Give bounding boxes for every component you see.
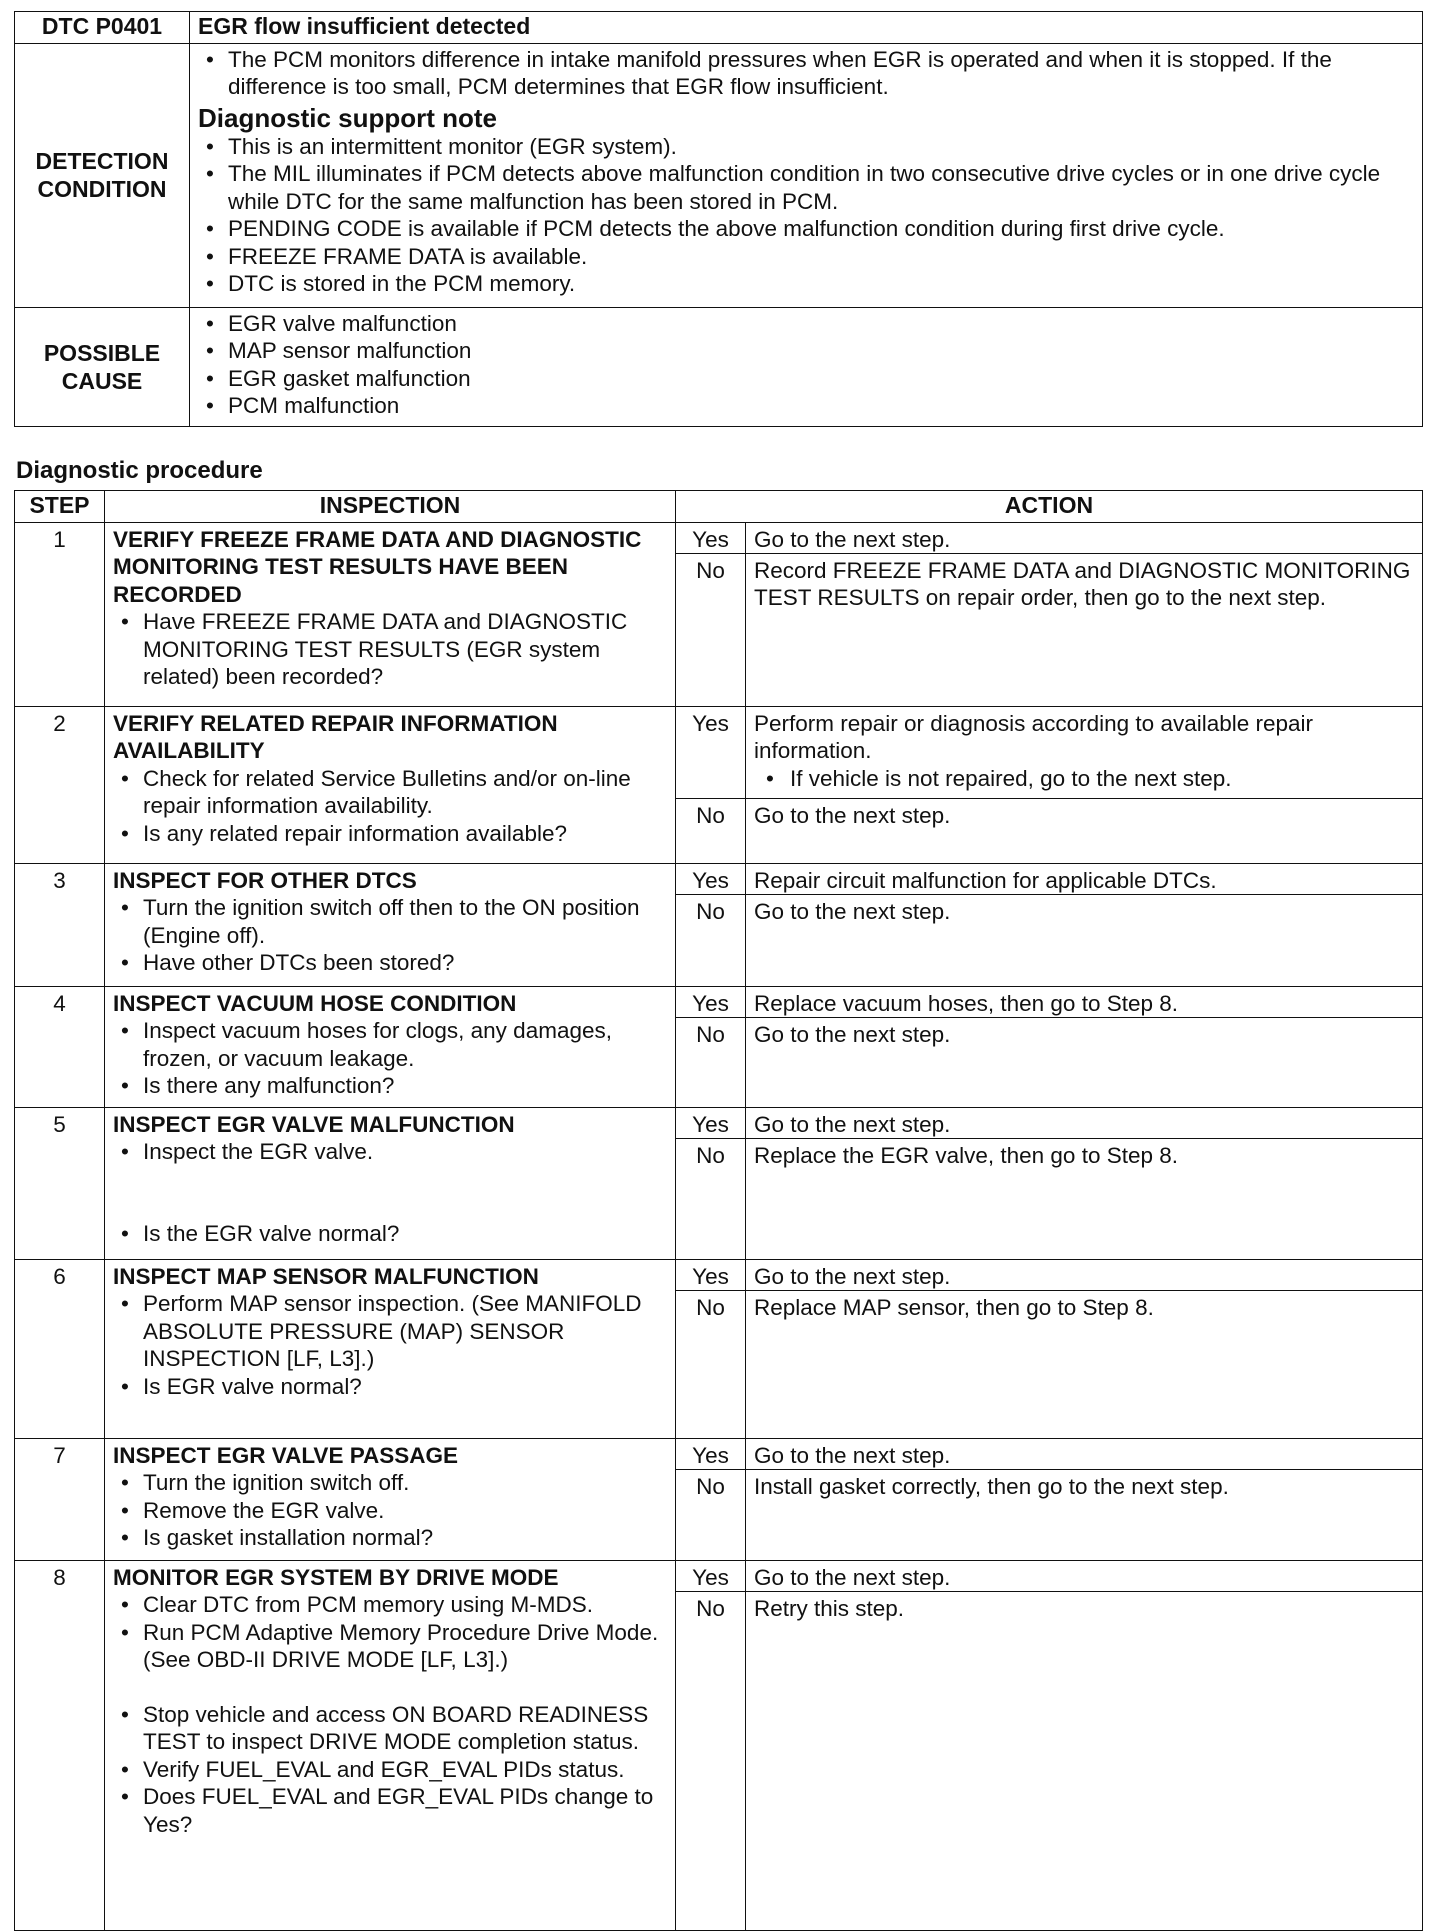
yes-action: Go to the next step.	[754, 1564, 951, 1590]
inspection-bullet: • Clear DTC from PCM memory using M-MDS.	[113, 1591, 667, 1619]
procedure-step-8	[15, 1560, 1423, 1930]
step-number: 4	[15, 986, 105, 1107]
cause-list	[198, 310, 1414, 420]
step-inspection	[105, 1107, 676, 1259]
support-note-item: • DTC is stored in the PCM memory.	[198, 270, 1414, 298]
diagnostic-procedure-table	[14, 490, 1423, 1931]
step-inspection	[105, 1259, 676, 1438]
inspection-bullet: • Check for related Service Bulletins and/or on-line repair information availability.	[113, 765, 667, 820]
inspection-bullet: • Perform MAP sensor inspection. (See MANIFOLD ABSOLUTE PRESSURE (MAP) SENSOR INSPECTION [LF, L3].)	[113, 1290, 667, 1373]
step-actions	[676, 1560, 1423, 1930]
inspection-bullet: • Does FUEL_EVAL and EGR_EVAL PIDs change to Yes?	[113, 1783, 667, 1838]
support-note-list	[198, 133, 1414, 298]
yes-action: Repair circuit malfunction for applicable DTCs.	[754, 867, 1217, 893]
no-label: No	[676, 554, 746, 706]
inspection-bullet: • Inspect the EGR valve.	[113, 1138, 667, 1166]
step-actions	[676, 986, 1423, 1107]
support-note-item: • FREEZE FRAME DATA is available.	[198, 243, 1414, 271]
yes-action: Replace vacuum hoses, then go to Step 8.	[754, 990, 1179, 1016]
possible-cause-body	[190, 307, 1423, 426]
no-action: Go to the next step.	[754, 802, 951, 828]
procedure-step-2	[15, 706, 1423, 863]
cause-item: • PCM malfunction	[198, 392, 1414, 420]
step-title: INSPECT VACUUM HOSE CONDITION	[113, 990, 517, 1016]
procedure-step-6	[15, 1259, 1423, 1438]
support-note-item: • PENDING CODE is available if PCM detects the above malfunction condition during first drive cycle.	[198, 215, 1414, 243]
detection-condition-body	[190, 43, 1423, 307]
support-note-heading: Diagnostic support note	[198, 102, 497, 133]
step-inspection	[105, 522, 676, 706]
step-number: 8	[15, 1560, 105, 1930]
no-action: Go to the next step.	[754, 898, 951, 924]
step-number: 3	[15, 863, 105, 986]
procedure-step-5	[15, 1107, 1423, 1259]
yes-label: Yes	[676, 1561, 746, 1591]
step-actions	[676, 1107, 1423, 1259]
no-action: Replace the EGR valve, then go to Step 8.	[754, 1142, 1179, 1168]
step-title: INSPECT MAP SENSOR MALFUNCTION	[113, 1263, 539, 1289]
step-number: 2	[15, 706, 105, 863]
no-action: Install gasket correctly, then go to the next step.	[754, 1473, 1229, 1499]
yes-action	[746, 707, 1422, 798]
step-title: INSPECT FOR OTHER DTCS	[113, 867, 417, 893]
step-number: 6	[15, 1259, 105, 1438]
step-actions	[676, 1259, 1423, 1438]
yes-label: Yes	[676, 1108, 746, 1138]
inspection-bullet: • Is EGR valve normal?	[113, 1373, 667, 1401]
step-title: MONITOR EGR SYSTEM BY DRIVE MODE	[113, 1564, 559, 1590]
dtc-title: EGR flow insufficient detected	[190, 12, 1423, 44]
header-step: STEP	[15, 491, 105, 523]
cause-item: • EGR valve malfunction	[198, 310, 1414, 338]
yes-action: Go to the next step.	[754, 526, 951, 552]
procedure-step-7	[15, 1438, 1423, 1560]
no-action: Retry this step.	[754, 1595, 905, 1621]
detection-label-line2: CONDITION	[37, 176, 167, 202]
procedure-step-1	[15, 522, 1423, 706]
no-action: Go to the next step.	[754, 1021, 951, 1047]
step-number: 1	[15, 522, 105, 706]
diagnostic-procedure-title: Diagnostic procedure	[16, 457, 263, 484]
cause-item: • MAP sensor malfunction	[198, 337, 1414, 365]
inspection-bullet: • Remove the EGR valve.	[113, 1497, 667, 1525]
header-action: ACTION	[676, 491, 1423, 523]
step-actions	[676, 522, 1423, 706]
step-actions	[676, 1438, 1423, 1560]
cause-item: • EGR gasket malfunction	[198, 365, 1414, 393]
step-actions	[676, 706, 1423, 863]
step-inspection	[105, 706, 676, 863]
inspection-bullet: • Run PCM Adaptive Memory Procedure Drive Mode. (See OBD-II DRIVE MODE [LF, L3].)	[113, 1619, 667, 1674]
yes-label: Yes	[676, 864, 746, 894]
step-title: INSPECT EGR VALVE PASSAGE	[113, 1442, 459, 1468]
inspection-bullet: • Is any related repair information available?	[113, 820, 667, 848]
yes-action: Go to the next step.	[754, 1263, 951, 1289]
dtc-info-table	[14, 11, 1423, 427]
no-label: No	[676, 799, 746, 863]
inspection-bullet: • Is there any malfunction?	[113, 1072, 667, 1100]
header-inspection: INSPECTION	[105, 491, 676, 523]
inspection-bullet: • Inspect vacuum hoses for clogs, any damages, frozen, or vacuum leakage.	[113, 1017, 667, 1072]
inspection-bullet: • Is gasket installation normal?	[113, 1524, 667, 1552]
yes-label: Yes	[676, 707, 746, 798]
step-number: 5	[15, 1107, 105, 1259]
procedure-step-4	[15, 986, 1423, 1107]
no-label: No	[676, 1592, 746, 1930]
inspection-bullet: • Have other DTCs been stored?	[113, 949, 667, 977]
step-title: VERIFY FREEZE FRAME DATA AND DIAGNOSTIC MONITORING TEST RESULTS HAVE BEEN RECORDED	[113, 526, 642, 607]
no-label: No	[676, 1291, 746, 1438]
step-inspection	[105, 1560, 676, 1930]
no-label: No	[676, 1470, 746, 1560]
yes-action: Go to the next step.	[754, 1442, 951, 1468]
cause-label-line2: CAUSE	[61, 367, 143, 394]
yes-label: Yes	[676, 523, 746, 553]
support-note-item: • The MIL illuminates if PCM detects above malfunction condition in two consecutive drive cycles or in one drive cycle while DTC for the same malfunction has been stored in PCM.	[198, 160, 1414, 215]
yes-label: Yes	[676, 1439, 746, 1469]
step-inspection	[105, 863, 676, 986]
no-action: Replace MAP sensor, then go to Step 8.	[754, 1294, 1154, 1320]
support-note-item: • This is an intermittent monitor (EGR system).	[198, 133, 1414, 161]
yes-label: Yes	[676, 987, 746, 1017]
step-inspection	[105, 1438, 676, 1560]
detection-intro: • The PCM monitors difference in intake manifold pressures when EGR is operated and when it is stopped. If the difference is too small, PCM determines that EGR flow insufficient.	[198, 46, 1414, 101]
step-actions	[676, 863, 1423, 986]
inspection-bullet: • Turn the ignition switch off.	[113, 1469, 667, 1497]
step-number: 7	[15, 1438, 105, 1560]
no-label: No	[676, 1139, 746, 1259]
yes-label: Yes	[676, 1260, 746, 1290]
step-title: INSPECT EGR VALVE MALFUNCTION	[113, 1111, 515, 1137]
inspection-bullet: • Verify FUEL_EVAL and EGR_EVAL PIDs status.	[113, 1756, 667, 1784]
no-label: No	[676, 1018, 746, 1107]
inspection-bullet: • Is the EGR valve normal?	[113, 1220, 667, 1248]
detection-label-line1: DETECTION	[35, 148, 169, 174]
yes-action-sub-bullet: • If vehicle is not repaired, go to the next step.	[754, 765, 1414, 793]
dtc-code: DTC P0401	[15, 12, 190, 44]
step-inspection	[105, 986, 676, 1107]
no-action: Record FREEZE FRAME DATA and DIAGNOSTIC MONITORING TEST RESULTS on repair order, then go to the next step.	[754, 557, 1411, 610]
cause-label-line1: POSSIBLE	[43, 339, 161, 366]
yes-action-text: Perform repair or diagnosis according to available repair information.	[754, 710, 1314, 763]
step-title: VERIFY RELATED REPAIR INFORMATION AVAILABILITY	[113, 710, 558, 763]
no-label: No	[676, 895, 746, 986]
inspection-bullet: • Turn the ignition switch off then to the ON position (Engine off).	[113, 894, 667, 949]
yes-action: Go to the next step.	[754, 1111, 951, 1137]
procedure-step-3	[15, 863, 1423, 986]
inspection-bullet: • Have FREEZE FRAME DATA and DIAGNOSTIC MONITORING TEST RESULTS (EGR system related) been recorded?	[113, 608, 667, 691]
inspection-bullet: • Stop vehicle and access ON BOARD READINESS TEST to inspect DRIVE MODE completion status.	[113, 1701, 667, 1756]
detection-condition-label	[15, 43, 190, 307]
possible-cause-label	[15, 307, 190, 426]
